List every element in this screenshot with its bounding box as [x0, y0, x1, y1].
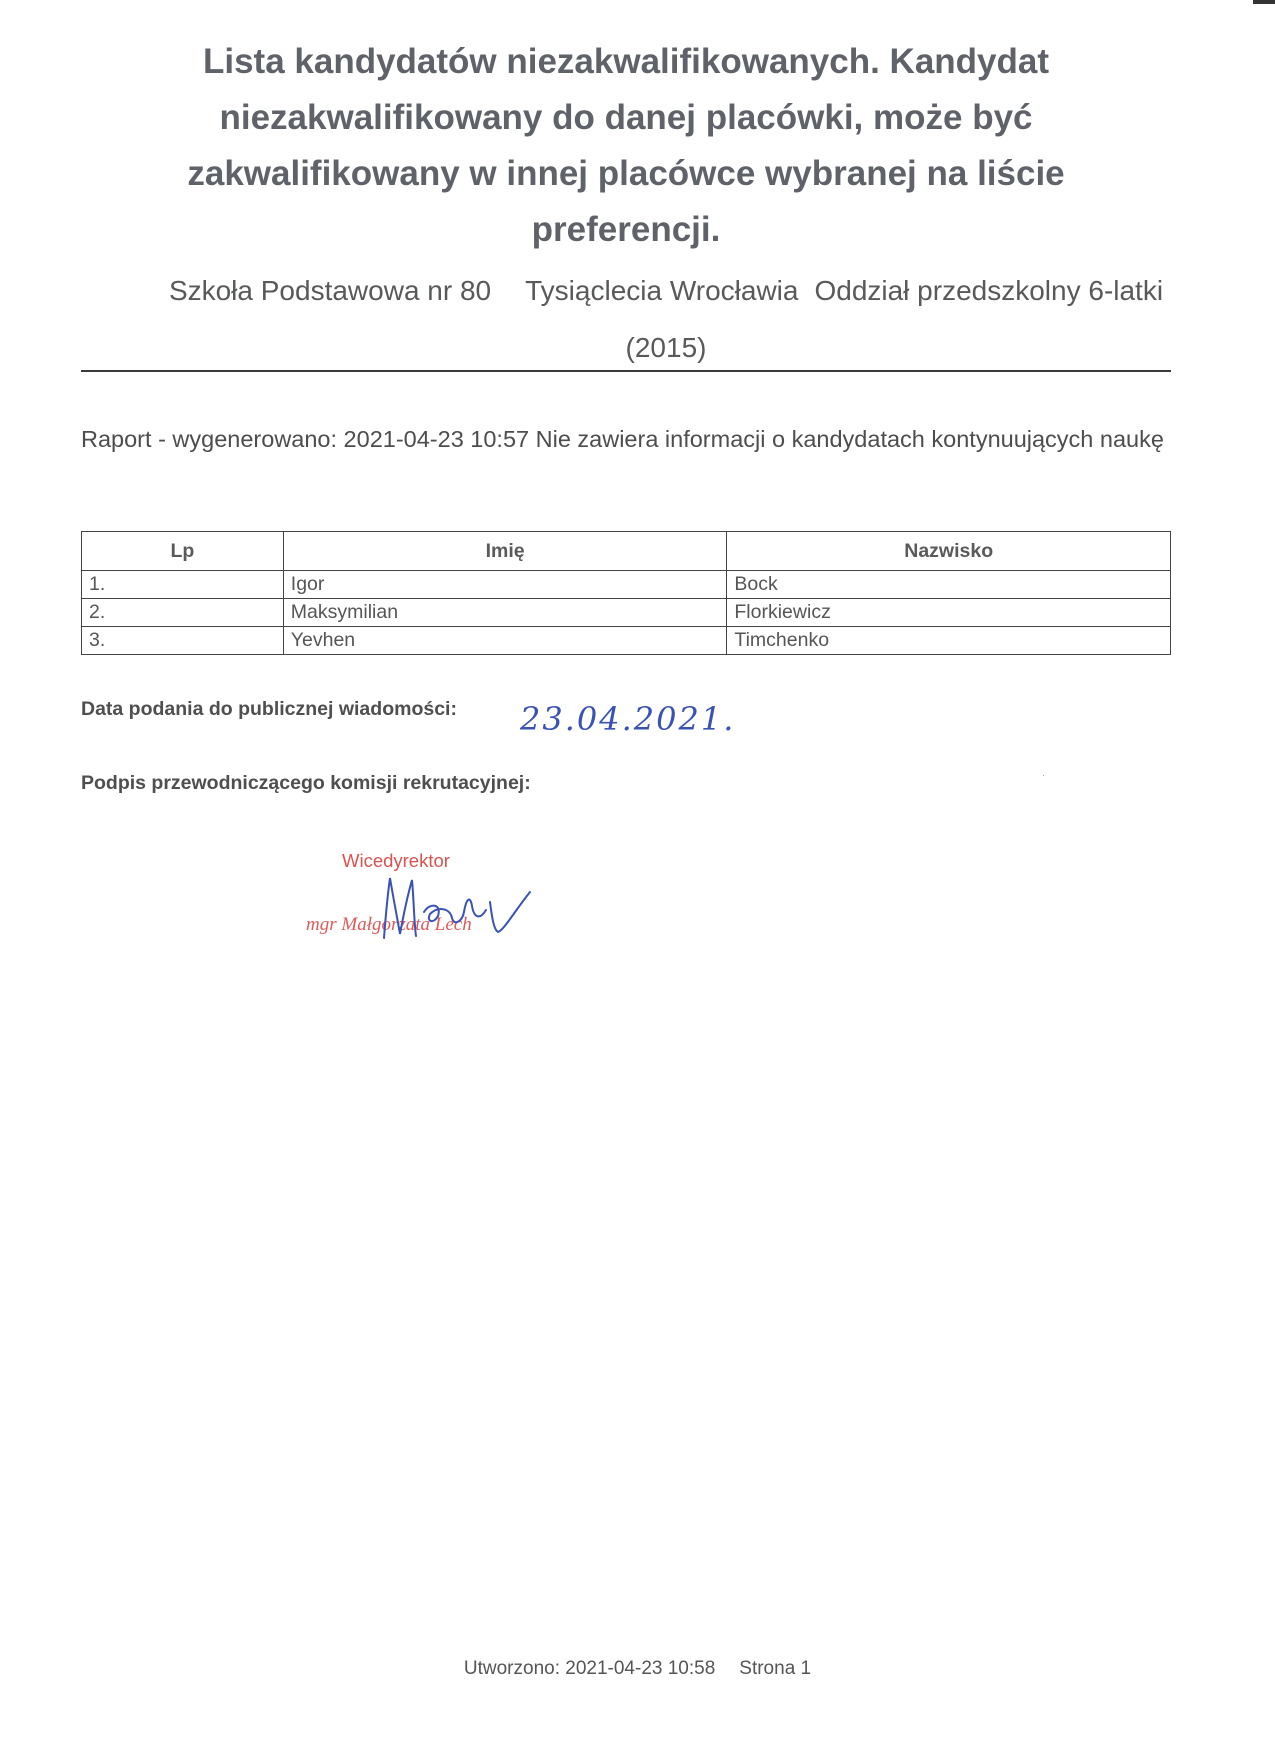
cell-imie: Maksymilian [283, 599, 727, 627]
cell-nazwisko: Florkiewicz [727, 599, 1171, 627]
cell-lp: 1. [82, 571, 284, 599]
publication-date-label: Data podania do publicznej wiadomości: [81, 698, 457, 720]
report-generated-line: Raport - wygenerowano: 2021-04-23 10:57 Nie zawiera informacji o kandydatach kontynuujących naukę [81, 426, 1164, 452]
signature-label: Podpis przewodniczącego komisji rekrutacyjnej: [81, 772, 531, 794]
page-number: Strona 1 [739, 1658, 812, 1679]
cell-lp: 2. [82, 599, 284, 627]
cell-lp: 3. [82, 627, 284, 655]
cell-nazwisko: Timchenko [727, 627, 1171, 655]
table-header-row [82, 532, 1171, 571]
stamp-name: mgr Małgorzata Lech [306, 914, 472, 935]
page-footer [0, 1658, 1275, 1680]
stamp-role: Wicedyrektor [342, 850, 450, 871]
candidates-table [81, 531, 1171, 655]
birth-year: (2015) [625, 332, 707, 363]
document-subtitle [80, 262, 1252, 376]
handwritten-signature [380, 872, 540, 942]
school-name: Tysiąclecia Wrocławia [525, 275, 799, 306]
official-stamp [300, 850, 560, 940]
unit-name: Oddział przedszkolny 6-latki [814, 275, 1164, 306]
header-imie: Imię [283, 532, 727, 571]
header-nazwisko: Nazwisko [727, 532, 1171, 571]
cell-imie: Yevhen [283, 627, 727, 655]
header-lp: Lp [82, 532, 284, 571]
school-label: Szkoła Podstawowa nr 80 [168, 275, 492, 306]
cell-nazwisko: Bock [727, 571, 1171, 599]
scan-corner-mark [1253, 0, 1275, 4]
created-timestamp: Utworzono: 2021-04-23 10:58 [463, 1658, 716, 1679]
header-divider [81, 370, 1171, 372]
scan-speck: · [1042, 770, 1045, 780]
document-title: Lista kandydatów niezakwalifikowanych. Kandydat niezakwalifikowany do danej placówki, może być zakwalifikowany w innej placówce wybranej na liście preferencji. [187, 42, 1065, 249]
table-row [82, 599, 1171, 627]
handwritten-publication-date: 23.04.2021. [520, 700, 736, 738]
table-row [82, 571, 1171, 599]
cell-imie: Igor [283, 571, 727, 599]
table-row [82, 627, 1171, 655]
